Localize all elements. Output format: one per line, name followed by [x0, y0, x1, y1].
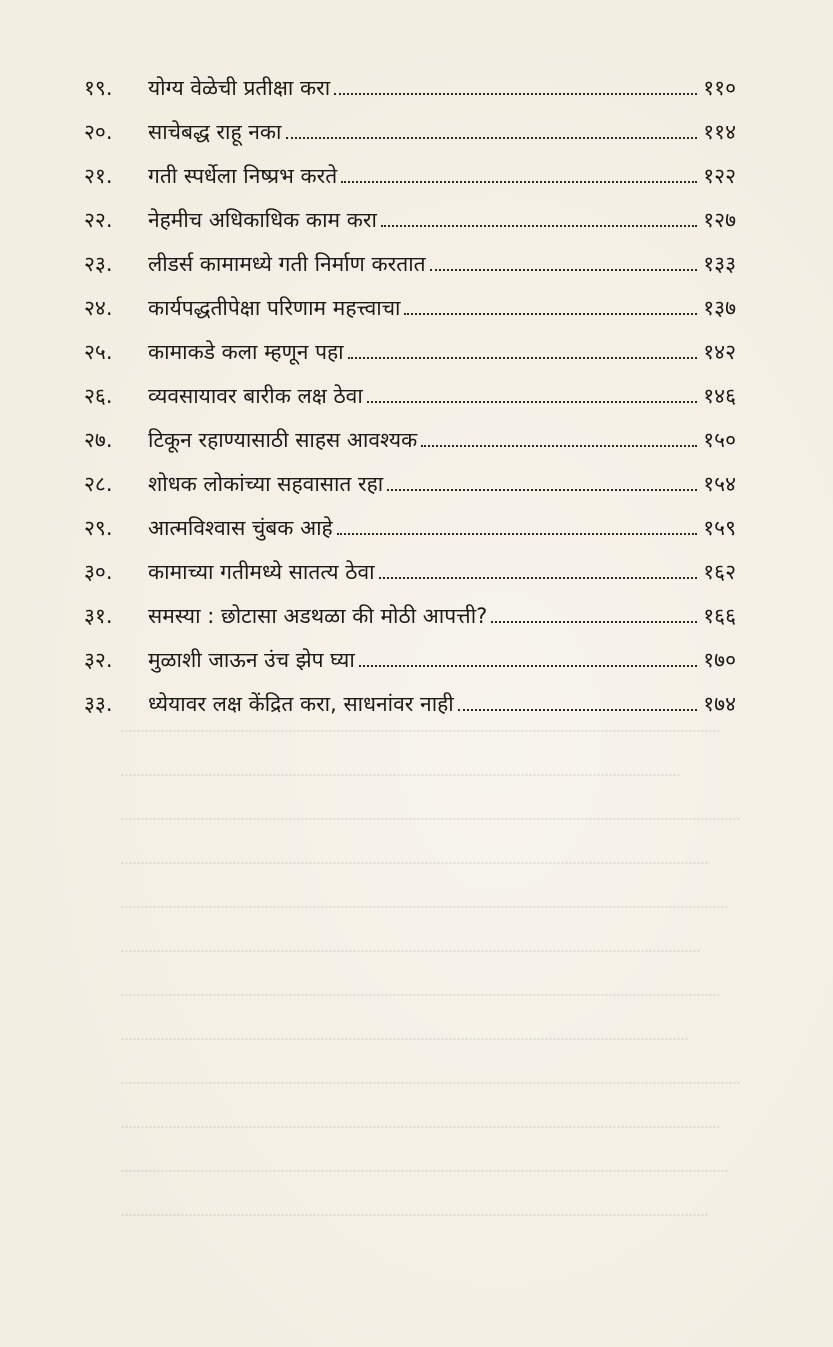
toc-entry-title: योग्य वेळेची प्रतीक्षा करा [148, 76, 331, 100]
toc-entry-number: २१. [84, 164, 113, 188]
toc-entry-title: साचेबद्ध राहू नका [148, 120, 282, 144]
toc-entry-20[interactable] [84, 112, 736, 152]
toc-entry-number: २०. [84, 120, 113, 144]
dot-leader [359, 665, 697, 667]
toc-entry-number: ३३. [84, 692, 113, 716]
toc-entry-21[interactable] [84, 156, 736, 196]
toc-entry-number: ३२. [84, 648, 113, 672]
toc-entry-page: १२२ [703, 164, 736, 188]
toc-entry-number: २६. [84, 384, 113, 408]
toc-entry-26[interactable] [84, 376, 736, 416]
dot-leader [458, 709, 697, 711]
toc-entry-number: २८. [84, 472, 113, 496]
toc-entry-title: ध्येयावर लक्ष केंद्रित करा, साधनांवर नाही [148, 692, 454, 716]
toc-entry-number: २९. [84, 516, 113, 540]
dot-leader [348, 357, 698, 359]
toc-entry-29[interactable] [84, 508, 736, 548]
dot-leader [367, 401, 697, 403]
toc-entry-title: व्यवसायावर बारीक लक्ष ठेवा [148, 384, 363, 408]
toc-entry-title: मुळाशी जाऊन उंच झेप घ्या [148, 648, 355, 672]
toc-entry-page: ११० [703, 76, 736, 100]
toc-entry-page: १६६ [703, 604, 736, 628]
toc-entry-number: २५. [84, 340, 113, 364]
reverse-page-bleed-through [90, 700, 790, 1260]
toc-entry-number: ३०. [84, 560, 113, 584]
dot-leader [337, 533, 698, 535]
toc-entry-number: २७. [84, 428, 113, 452]
toc-entry-page: १७४ [703, 692, 736, 716]
dot-leader [491, 621, 697, 623]
toc-entry-title: नेहमीच अधिकाधिक काम करा [148, 208, 377, 232]
toc-entry-number: १९. [84, 76, 113, 100]
toc-entry-number: २२. [84, 208, 113, 232]
toc-entry-page: १५९ [703, 516, 736, 540]
toc-entry-page: १५४ [703, 472, 736, 496]
toc-entry-page: १४२ [703, 340, 736, 364]
toc-entry-page: १३७ [703, 296, 736, 320]
dot-leader [387, 489, 697, 491]
toc-entry-title: कामाच्या गतीमध्ये सातत्य ठेवा [148, 560, 375, 584]
toc-entry-31[interactable] [84, 596, 736, 636]
toc-entry-24[interactable] [84, 288, 736, 328]
toc-entry-page: १६२ [703, 560, 736, 584]
toc-entry-page: ११४ [703, 120, 736, 144]
toc-entry-title: कार्यपद्धतीपेक्षा परिणाम महत्त्वाचा [148, 296, 401, 320]
toc-entry-25[interactable] [84, 332, 736, 372]
toc-entry-page: १७० [703, 648, 736, 672]
toc-entry-22[interactable] [84, 200, 736, 240]
toc-entry-page: १२७ [703, 208, 736, 232]
toc-entry-page: १३३ [703, 252, 736, 276]
toc-entry-title: गती स्पर्धेला निष्प्रभ करते [148, 164, 338, 188]
toc-entry-27[interactable] [84, 420, 736, 460]
toc-entry-title: टिकून रहाण्यासाठी साहस आवश्यक [148, 428, 418, 452]
toc-entry-28[interactable] [84, 464, 736, 504]
toc-entry-title: शोधक लोकांच्या सहवासात रहा [148, 472, 384, 496]
toc-entry-33[interactable] [84, 684, 736, 724]
dot-leader [421, 445, 697, 447]
toc-entry-number: २३. [84, 252, 113, 276]
dot-leader [379, 577, 698, 579]
dot-leader [341, 181, 697, 183]
dot-leader [430, 269, 698, 271]
toc-entry-30[interactable] [84, 552, 736, 592]
toc-entry-title: आत्मविश्वास चुंबक आहे [148, 516, 333, 540]
dot-leader [286, 137, 698, 139]
toc-entry-32[interactable] [84, 640, 736, 680]
toc-entry-number: ३१. [84, 604, 113, 628]
toc-entry-23[interactable] [84, 244, 736, 284]
dot-leader [381, 225, 697, 227]
toc-entry-title: लीडर्स कामामध्ये गती निर्माण करतात [148, 252, 426, 276]
toc-entry-number: २४. [84, 296, 113, 320]
toc-entry-title: कामाकडे कला म्हणून पहा [148, 340, 344, 364]
dot-leader [404, 313, 697, 315]
toc-entry-19[interactable] [84, 68, 736, 108]
toc-entry-page: १४६ [703, 384, 736, 408]
toc-entry-title: समस्या : छोटासा अडथळा की मोठी आपत्ती? [148, 604, 488, 628]
toc-entry-page: १५० [703, 428, 736, 452]
dot-leader [334, 93, 697, 95]
